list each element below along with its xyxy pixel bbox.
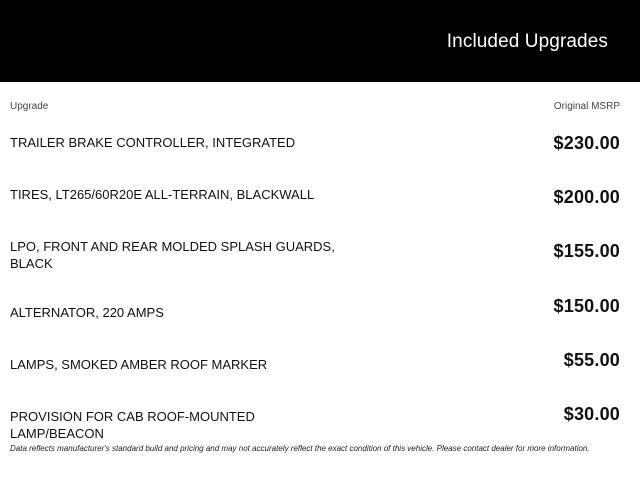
upgrade-name: TIRES, LT265/60R20E ALL-TERRAIN, BLACKWALL xyxy=(10,187,315,202)
upgrade-name: ALTERNATOR, 220 AMPS xyxy=(10,305,164,320)
upgrade-price: $200.00 xyxy=(553,187,620,207)
disclaimer-note: Data reflects manufacturer's standard build and pricing and may not accurately reflect the exact condition of this vehicle. Please contact dealer for more information. xyxy=(10,444,590,453)
upgrade-name: PROVISION FOR CAB ROOF-MOUNTED LAMP/BEACON xyxy=(10,409,255,441)
upgrade-price: $30.00 xyxy=(563,404,620,424)
upgrade-name: LPO, FRONT AND REAR MOLDED SPLASH GUARDS, BLACK xyxy=(10,239,335,271)
upgrade-price: $55.00 xyxy=(563,350,620,370)
column-header-upgrade: Upgrade xyxy=(10,101,49,112)
upgrade-price: $150.00 xyxy=(553,296,620,316)
upgrade-price: $155.00 xyxy=(553,241,620,261)
upgrade-name: TRAILER BRAKE CONTROLLER, INTEGRATED xyxy=(10,135,296,150)
page-title: Included Upgrades xyxy=(446,31,608,52)
header-bar xyxy=(0,0,640,82)
column-header-msrp: Original MSRP xyxy=(553,101,620,112)
upgrade-name: LAMPS, SMOKED AMBER ROOF MARKER xyxy=(10,357,268,372)
upgrade-price: $230.00 xyxy=(553,133,620,153)
